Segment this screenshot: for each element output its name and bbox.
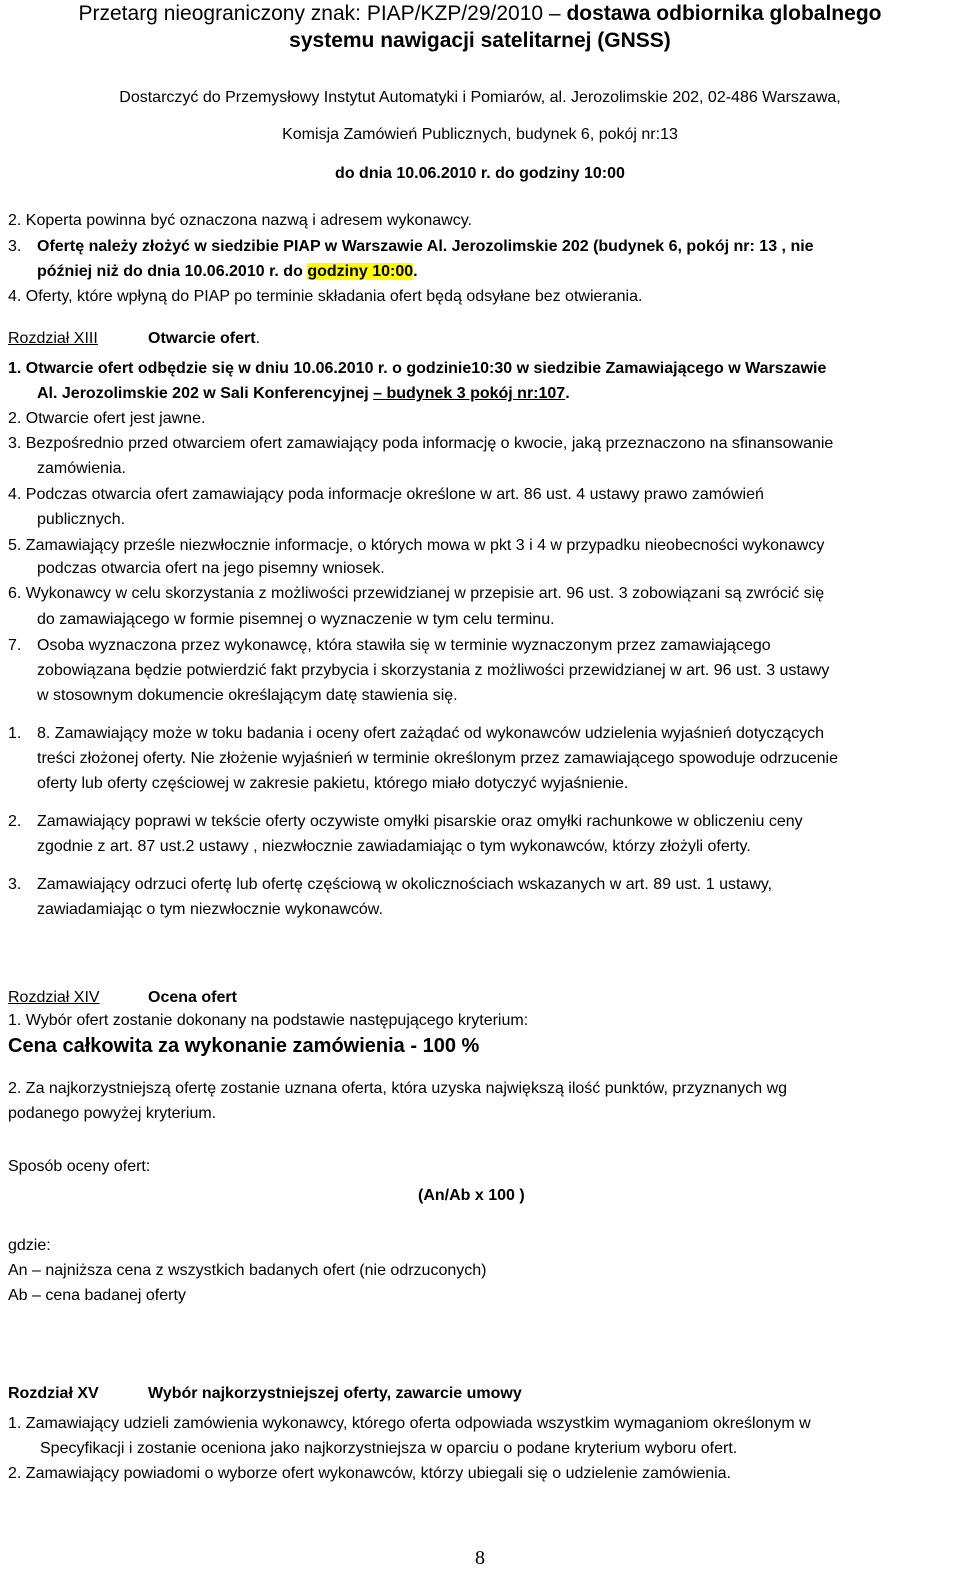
xiii-item-1-period: .: [565, 385, 570, 402]
section-xiii-title: Otwarcie ofert: [148, 330, 256, 347]
xiii-item-1-room: – budynek 3 pokój nr:107: [373, 385, 566, 402]
section-xv-title: Wybór najkorzystniejszej oferty, zawarcie umowy: [148, 1385, 522, 1402]
section-xiv-title: Ocena ofert: [148, 989, 237, 1006]
item-4-late-offers: 4. Oferty, które wpłyną do PIAP po terminie składania ofert będą odsyłane bez otwierania.: [8, 288, 643, 305]
xiii-sub-2-line-2: zgodnie z art. 87 ust.2 ustawy , niezwłocznie zawiadamiając o tym wykonawców, którzy złożyli oferty.: [37, 838, 751, 855]
item-3-date: później niż do dnia 10.06.2010 r. do: [37, 263, 303, 280]
xiv-item-1: 1. Wybór ofert zostanie dokonany na podstawie następującego kryterium:: [8, 1012, 529, 1029]
section-xv-label: Rozdział XV: [8, 1385, 99, 1402]
deadline-line: do dnia 10.06.2010 r. do godziny 10:00: [335, 165, 625, 182]
xiii-item-5-line-2: podczas otwarcia ofert na jego pisemny wniosek.: [37, 560, 385, 577]
section-xiii-dot: .: [255, 330, 261, 347]
xv-item-1-line-2: Specyfikacji i zostanie oceniona jako najkorzystniejsza w oparciu o podane kryterium wyboru ofert.: [40, 1440, 738, 1457]
xiii-item-1-place: Al. Jerozolimskie 202 w Sali Konferencyjnej: [37, 385, 369, 402]
xiii-sub-1-line-3: oferty lub oferty częściowej w zakresie pakietu, którego miało dotyczyć wyjaśnienie.: [37, 775, 629, 792]
xiv-item-2-line-2: podanego powyżej kryterium.: [8, 1105, 217, 1122]
xiii-item-4-line-1: 4. Podczas otwarcia ofert zamawiający poda informacje określone w art. 86 ust. 4 ustawy prawo zamówień: [8, 486, 764, 503]
xiv-formula: (An/Ab x 100 ): [418, 1187, 525, 1204]
xiii-sub-1-line-1: 8. Zamawiający może w toku badania i oceny ofert zażądać od wykonawców udzielenia wyjaśnień dotyczących: [37, 725, 825, 742]
xiii-item-7-line-2: zobowiązana będzie potwierdzić fakt przybycia i skorzystania z możliwości przewidzianej w art. 96 ust. 3 ustawy: [37, 662, 830, 679]
xiii-sub-2-line-1: Zamawiający poprawi w tekście oferty oczywiste omyłki pisarskie oraz omyłki rachunkowe w obliczeniu ceny: [37, 813, 803, 830]
xiii-item-7-number: 7.: [8, 637, 22, 654]
xiii-item-4-line-2: publicznych.: [37, 511, 126, 528]
xiii-sub-3-number: 3.: [8, 876, 22, 893]
xiii-sub-3-line-1: Zamawiający odrzuci ofertę lub ofertę częściową w okolicznościach wskazanych w art. 89 ust. 1 ustawy,: [37, 876, 773, 893]
item-3-number: 3.: [8, 238, 22, 255]
xiii-item-7-line-1: Osoba wyznaczona przez wykonawcę, która stawiła się w terminie wyznaczonym przez zamawiającego: [37, 637, 771, 654]
item-3-period: .: [413, 263, 418, 280]
xiii-item-7-line-3: w stosownym dokumencie określającym datę stawienia się.: [37, 687, 458, 704]
item-3-highlighted-time: godziny 10:00: [307, 263, 414, 280]
xiii-sub-2-number: 2.: [8, 813, 22, 830]
title-bold-1: dostawa odbiornika globalnego: [566, 2, 882, 25]
page-number: 8: [475, 1547, 485, 1569]
address-line-2: Komisja Zamówień Publicznych, budynek 6, pokój nr:13: [282, 126, 678, 143]
section-xiii-heading: [8, 327, 260, 351]
xiv-criterion: Cena całkowita za wykonanie zamówienia - 100 %: [8, 1035, 480, 1057]
xiii-item-1-line-2: [37, 382, 570, 406]
item-3-line-1: Ofertę należy złożyć w siedzibie PIAP w Warszawie Al. Jerozolimskie 202 (budynek 6, pokój nr: 13 , nie: [37, 238, 814, 255]
xiii-sub-3-line-2: zawiadamiając o tym niezwłocznie wykonawców.: [37, 901, 383, 918]
section-xv-heading: [8, 1382, 522, 1406]
xiii-item-6-line-1: 6. Wykonawcy w celu skorzystania z możliwości przewidzianej w przepisie art. 96 ust. 3 zobowiązani są zwrócić się: [8, 585, 825, 602]
section-xiv-label: Rozdział XIV: [8, 989, 100, 1006]
document-title: [0, 2, 960, 26]
item-3-line-2: [37, 260, 418, 284]
xiii-item-5-line-1: 5. Zamawiający prześle niezwłocznie informacje, o których mowa w pkt 3 i 4 w przypadku nieobecności wykonawcy: [8, 537, 825, 554]
xiii-sub-1-number: 1.: [8, 725, 22, 742]
xiii-sub-1-line-2: treści złożonej oferty. Nie złożenie wyjaśnień w terminie określonym przez zamawiającego spowoduje odrzucenie: [37, 750, 838, 767]
xiv-an-definition: An – najniższa cena z wszystkich badanych ofert (nie odrzuconych): [8, 1262, 487, 1279]
xiii-item-6-line-2: do zamawiającego w formie pisemnej o wyznaczenie w tym celu terminu.: [37, 611, 555, 628]
section-xiii-label: Rozdział XIII: [8, 330, 98, 347]
section-xiv-heading: [8, 986, 237, 1010]
xiii-item-2: 2. Otwarcie ofert jest jawne.: [8, 410, 206, 427]
xiii-item-1-line-1: 1. Otwarcie ofert odbędzie się w dniu 10.06.2010 r. o godzinie10:30 w siedzibie Zamawiającego w Warszawie: [8, 360, 827, 377]
xiv-method-label: Sposób oceny ofert:: [8, 1158, 151, 1175]
xiii-item-3-line-2: zamówienia.: [37, 460, 126, 477]
xiii-item-3-line-1: 3. Bezpośrednio przed otwarciem ofert zamawiający poda informację o kwocie, jaką przeznaczono na sfinansowanie: [8, 435, 834, 452]
xiv-item-2-line-1: 2. Za najkorzystniejszą ofertę zostanie uznana oferta, która uzyska największą ilość punktów, przyznanych wg: [8, 1080, 788, 1097]
xiv-where-label: gdzie:: [8, 1237, 51, 1254]
xv-item-2: 2. Zamawiający powiadomi o wyborze ofert wykonawców, którzy ubiegali się o udzielenie zamówienia.: [8, 1465, 732, 1482]
xv-item-1-line-1: 1. Zamawiający udzieli zamówienia wykonawcy, którego oferta odpowiada wszystkim wymaganiom określonym w: [8, 1415, 811, 1432]
address-line-1: Dostarczyć do Przemysłowy Instytut Automatyki i Pomiarów, al. Jerozolimskie 202, 02-486 Warszawa,: [119, 89, 841, 106]
item-2-envelope: 2. Koperta powinna być oznaczona nazwą i adresem wykonawcy.: [8, 212, 472, 229]
document-title-line2: systemu nawigacji satelitarnej (GNSS): [289, 29, 671, 52]
title-prefix: Przetarg nieograniczony znak: PIAP/KZP/29/2010 –: [78, 2, 561, 25]
xiv-ab-definition: Ab – cena badanej oferty: [8, 1287, 186, 1304]
